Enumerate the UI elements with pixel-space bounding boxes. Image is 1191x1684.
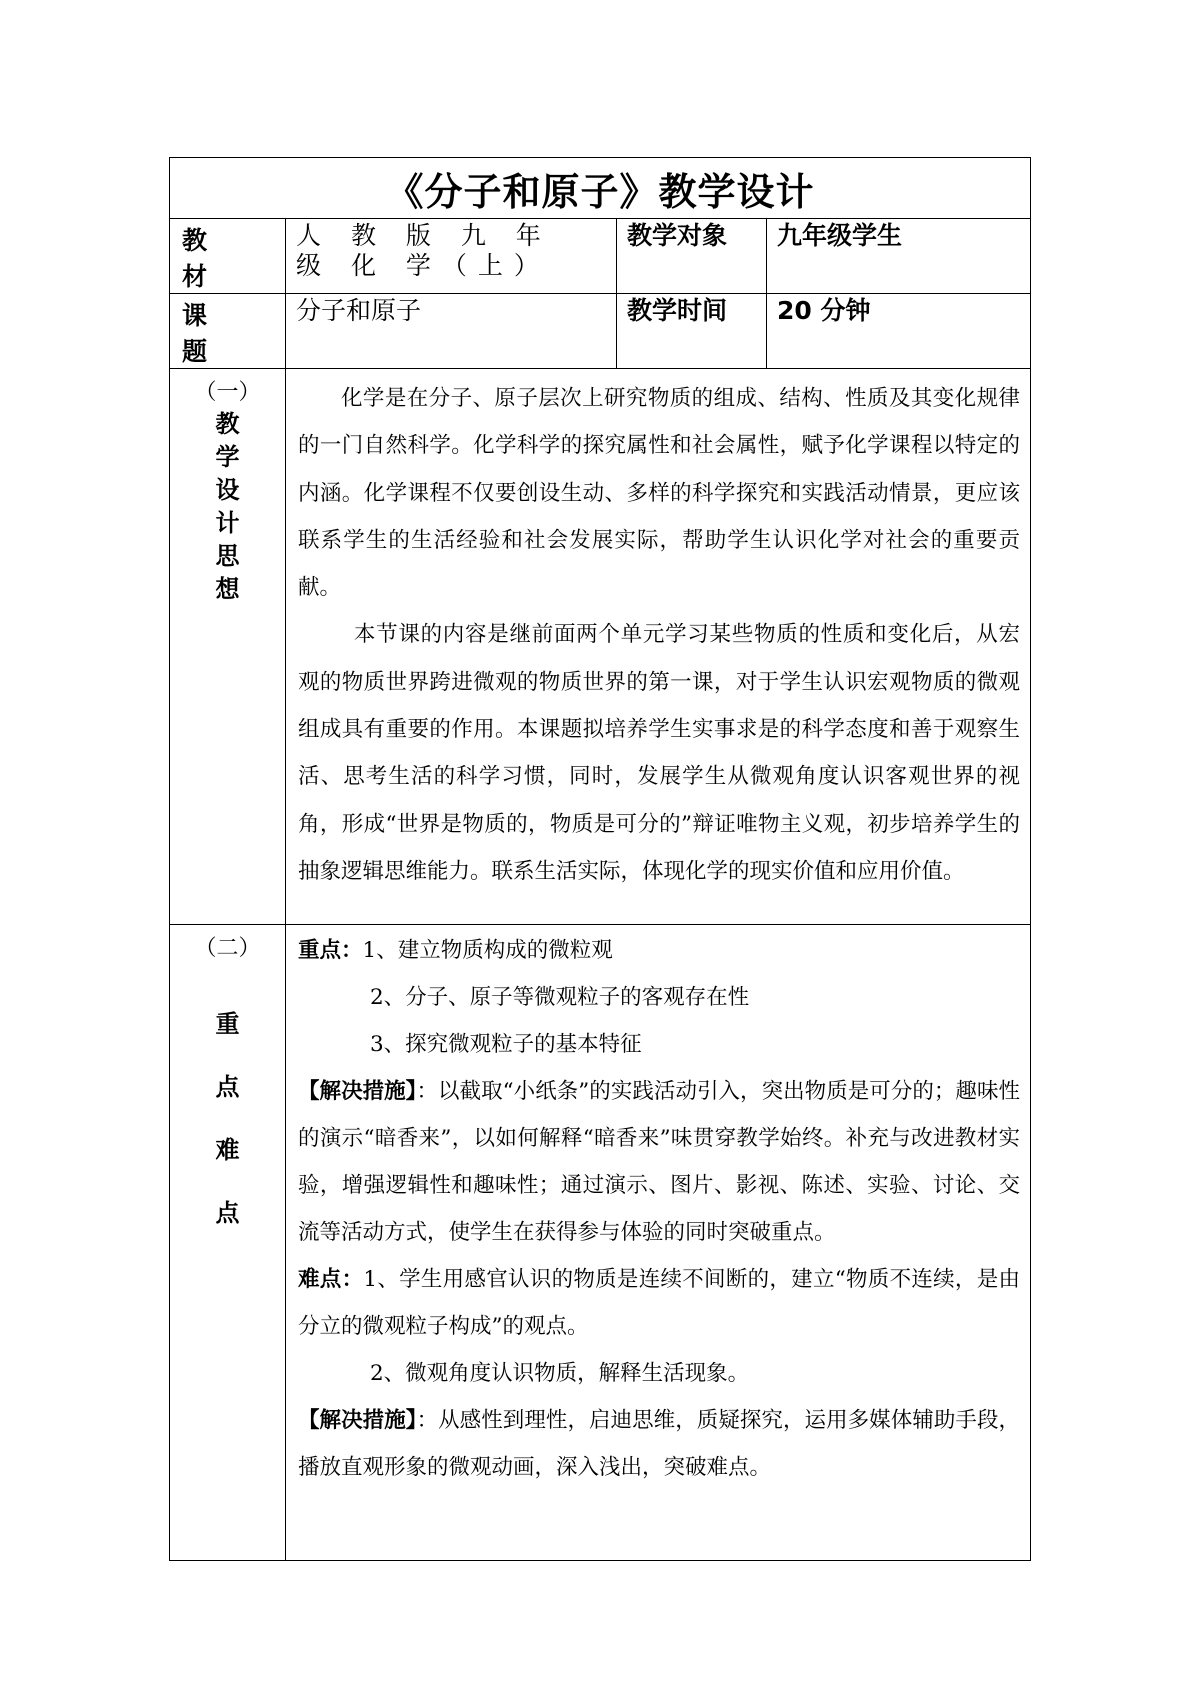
textbook-value: 人 教 版 九 年 级 化 学（上） bbox=[286, 219, 617, 294]
section1-label-char: 想 bbox=[215, 575, 240, 603]
difficulty-solution bbox=[298, 1397, 1020, 1491]
textbook-label: 教 材 bbox=[170, 219, 286, 294]
key-solution-text: ：以截取“小纸条”的实践活动引入，突出物质是可分的；趣味性的演示“暗香来”，以如何解释“暗香来”味贯穿教学始终。补充与改进教材实验，增强逻辑性和趣味性；通过演示、图片、影视、陈述、实验、讨论、交流等活动方式，使学生在获得参与体验的同时突破重点。 bbox=[298, 1079, 1021, 1245]
solution-label: 【解决措施】 bbox=[298, 1079, 417, 1104]
key-solution bbox=[298, 1068, 1020, 1256]
audience-value: 九年级学生 bbox=[767, 219, 1031, 294]
section1-label-char: 学 bbox=[215, 443, 240, 471]
lesson-design-table bbox=[169, 157, 1031, 1561]
section2-number: （二） bbox=[194, 936, 261, 961]
section1-label-char: 思 bbox=[215, 542, 240, 570]
audience-label: 教学对象 bbox=[617, 219, 767, 294]
difficulty-item: 2、微观角度认识物质，解释生活现象。 bbox=[370, 1361, 750, 1386]
key-point-item: 1、建立物质构成的微粒观 bbox=[362, 938, 613, 963]
section1-label-char: 计 bbox=[215, 509, 240, 537]
key-point-item: 3、探究微观粒子的基本特征 bbox=[370, 1032, 642, 1057]
section2-label-char: 点 bbox=[215, 1073, 240, 1101]
section1-label-char: 设 bbox=[215, 476, 240, 504]
difficulty-solution-text: ：从感性到理性，启迪思维，质疑探究，运用多媒体辅助手段，播放直观形象的微观动画，深入浅出，突破难点。 bbox=[298, 1408, 1021, 1480]
section2-label bbox=[170, 925, 286, 1561]
difficulty-label: 难点： bbox=[298, 1267, 364, 1292]
section2-label-char: 重 bbox=[215, 1010, 240, 1038]
section1-label-char: 教 bbox=[215, 410, 240, 438]
section1-label bbox=[170, 369, 286, 925]
key-point-line bbox=[298, 927, 1020, 974]
document-title: 《分子和原子》教学设计 bbox=[170, 158, 1031, 219]
topic-label: 课 题 bbox=[170, 294, 286, 369]
topic-value: 分子和原子 bbox=[286, 294, 617, 369]
section1-content bbox=[286, 369, 1031, 925]
solution-label: 【解决措施】 bbox=[298, 1408, 417, 1433]
section1-number: （一） bbox=[194, 380, 261, 405]
difficulty-line bbox=[298, 1256, 1020, 1350]
section1-paragraph: 本节课的内容是继前面两个单元学习某些物质的性质和变化后，从宏观的物质世界跨进微观的物质世界的第一课，对于学生认识宏观物质的微观组成具有重要的作用。本课题拟培养学生实事求是的科学态度和善于观察生活、思考生活的科学习惯，同时，发展学生从微观角度认识客观世界的视角，形成“世界是物质的，物质是可分的”辩证唯物主义观，初步培养学生的抽象逻辑思维能力。联系生活实际，体现化学的现实价值和应用价值。 bbox=[298, 622, 1021, 884]
time-value: 20 分钟 bbox=[767, 294, 1031, 369]
time-label: 教学时间 bbox=[617, 294, 767, 369]
section2-content bbox=[286, 925, 1031, 1561]
section2-label-char: 点 bbox=[215, 1199, 240, 1227]
section1-paragraph: 化学是在分子、原子层次上研究物质的组成、结构、性质及其变化规律的一门自然科学。化学科学的探究属性和社会属性，赋予化学课程以特定的内涵。化学课程不仅要创设生动、多样的科学探究和实践活动情景，更应该联系学生的生活经验和社会发展实际，帮助学生认识化学对社会的重要贡献。 bbox=[298, 386, 1021, 601]
key-point-item: 2、分子、原子等微观粒子的客观存在性 bbox=[370, 985, 750, 1010]
key-point-label: 重点： bbox=[298, 938, 363, 963]
difficulty-item: 1、学生用感官认识的物质是连续不间断的，建立“物质不连续，是由分立的微观粒子构成”的观点。 bbox=[298, 1267, 1020, 1339]
section2-label-char: 难 bbox=[215, 1136, 240, 1164]
